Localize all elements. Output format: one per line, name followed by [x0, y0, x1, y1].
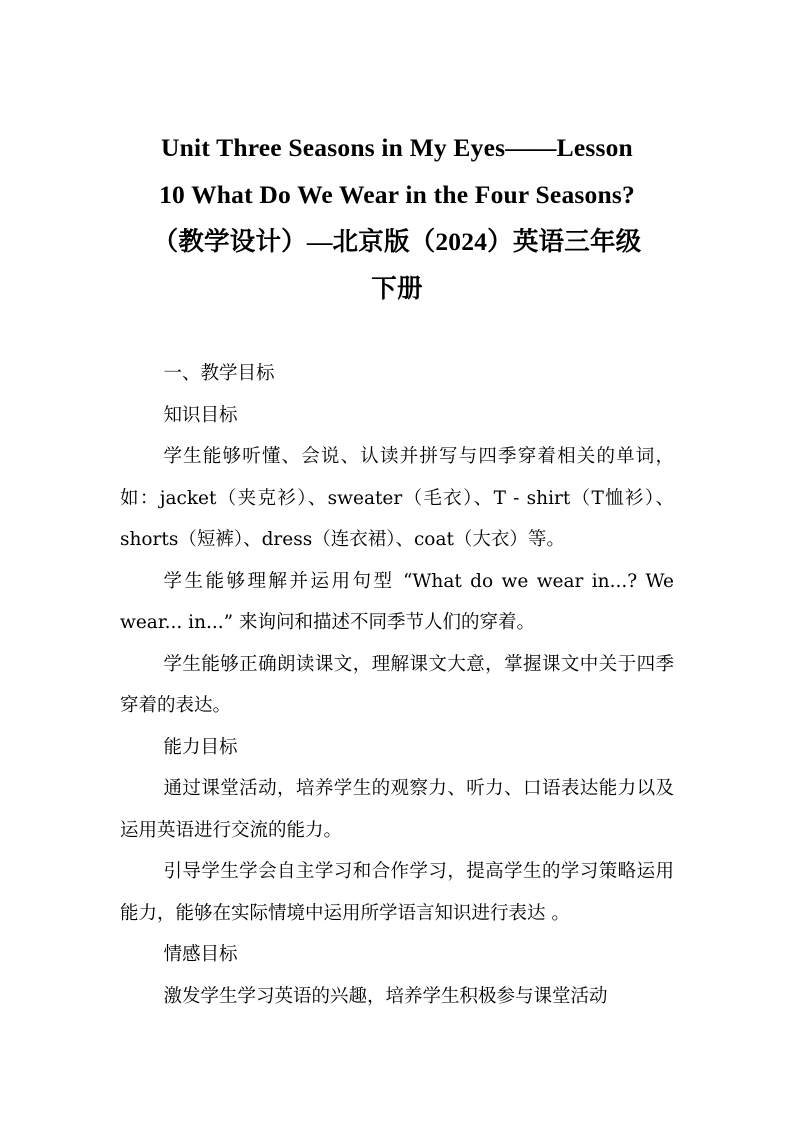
title-line-3: （教学设计）—北京版（2024）英语三年级 [152, 227, 642, 256]
paragraph-interest: 激发学生学习英语的兴趣，培养学生积极参与课堂活动 [163, 985, 608, 1007]
subheading-emotional-goals: 情感目标 [163, 944, 238, 965]
paragraph-sentence-pattern: 学生能够理解并运用句型 “What do we wear in...? We wear... in...” 来询问和描述不同季节人们的穿着。 [120, 570, 674, 633]
subheading-knowledge-goals: 知识目标 [163, 404, 238, 426]
title-line-4: 下册 [371, 274, 423, 303]
paragraph-abilities: 通过课堂活动，培养学生的观察力、听力、口语表达能力以及运用英语进行交流的能力。 [120, 778, 674, 841]
paragraph-vocabulary: 学生能够听懂、会说、认读并拼写与四季穿着相关的单词，如：jacket（夹克衫）、sweater（毛衣）、T - shirt（T恤衫）、shorts（短裤）、dress（连衣裙）、coat（大衣）等。 [120, 446, 674, 550]
paragraph-reading: 学生能够正确朗读课文，理解课文大意，掌握课文中关于四季穿着的表达。 [120, 653, 674, 716]
title-line-2: 10 What Do We Wear in the Four Seasons? [159, 180, 635, 209]
document-title [120, 124, 674, 312]
section-heading-teaching-goals: 一、教学目标 [163, 363, 275, 384]
paragraph-learning-strategies: 引导学生学会自主学习和合作学习，提高学生的学习策略运用能力，能够在实际情境中运用所学语言知识进行表达 。 [120, 861, 674, 924]
subheading-ability-goals: 能力目标 [163, 736, 238, 758]
document-body [120, 353, 674, 1017]
title-line-1: Unit Three Seasons in My Eyes——Lesson [161, 133, 633, 162]
